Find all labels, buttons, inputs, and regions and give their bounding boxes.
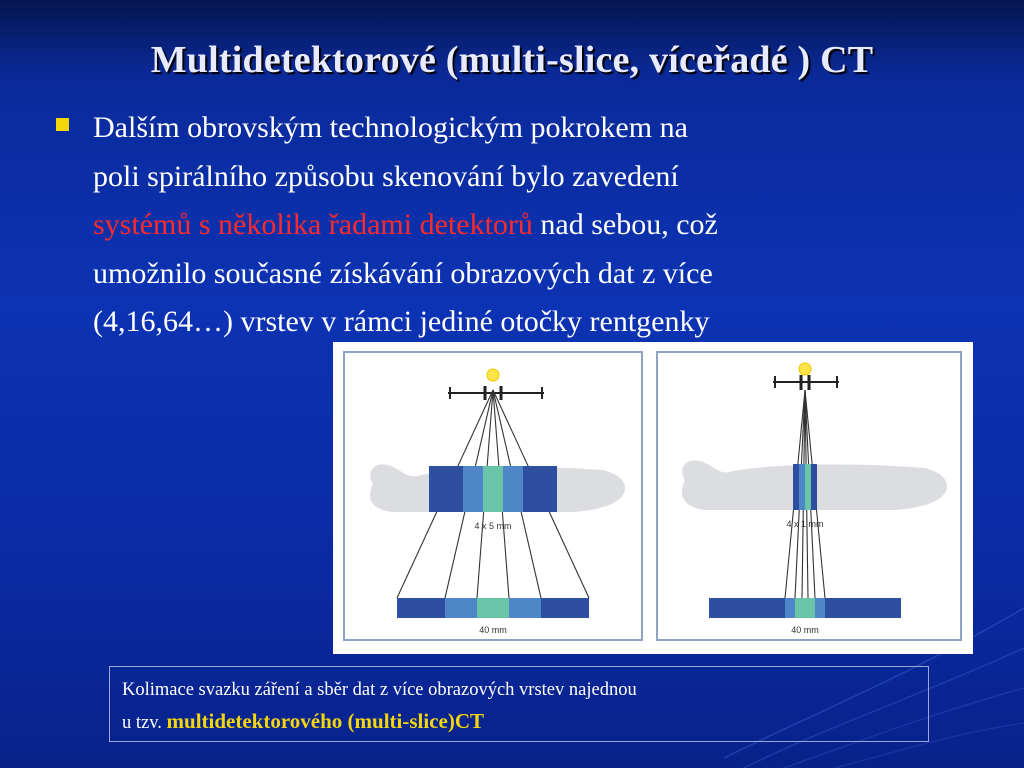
bullet-line-2: poli spirálního způsobu skenování bylo zavedení <box>93 159 679 193</box>
bullet-line-4: umožnilo současné získávání obrazových dat z více <box>93 256 713 290</box>
right-detector-label: 40 mm <box>791 625 819 635</box>
right-panel-multi-slice-diagram <box>657 352 961 640</box>
figure-caption <box>109 666 929 742</box>
bullet-square-icon <box>56 118 69 131</box>
bullet-text <box>93 104 718 347</box>
ct-collimation-figure <box>333 342 973 654</box>
left-panel-single-slice-diagram <box>344 352 642 640</box>
slide-title: Multidetektorové (multi-slice, víceřadé ) CT <box>150 39 874 81</box>
right-slice-label: 4 x 1 mm <box>786 519 824 529</box>
caption-line-2 <box>122 706 916 739</box>
bullet-line-1: Dalším obrovským technologickým pokrokem na <box>93 111 688 144</box>
bullet-line-5: (4,16,64…) vrstev v rámci jediné otočky rentgenky <box>93 305 710 338</box>
bullet-highlight-red: systémů s několika řadami detektorů <box>93 208 533 241</box>
bullet-line-3 <box>93 201 718 250</box>
left-slice-label: 4 x 5 mm <box>474 521 512 531</box>
caption-line-1: Kolimace svazku záření a sběr dat z více obrazových vrstev najednou <box>122 680 637 700</box>
caption-prefix: u tzv. <box>122 713 167 733</box>
bullet-line-3-rest: nad sebou, což <box>532 208 718 241</box>
left-detector-label: 40 mm <box>479 625 507 635</box>
caption-highlight: multidetektorového (multi-slice)CT <box>166 709 485 733</box>
